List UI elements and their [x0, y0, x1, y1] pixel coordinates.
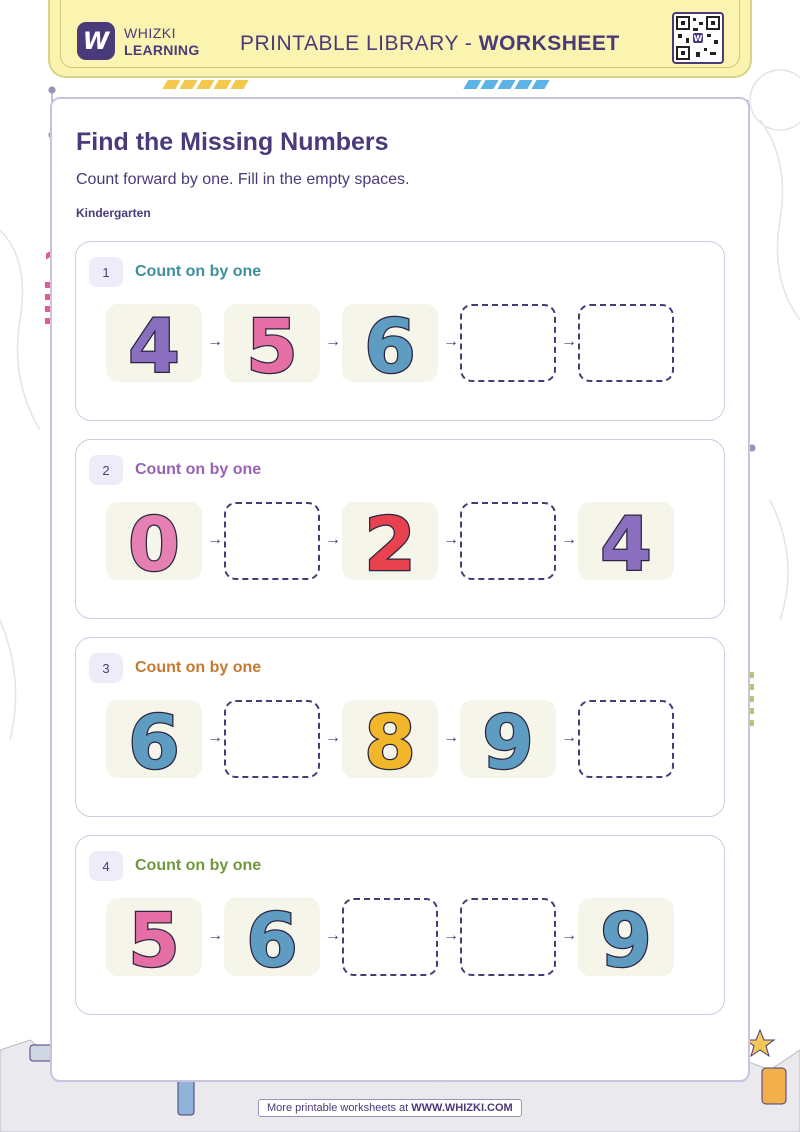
answer-blank[interactable]	[342, 898, 438, 976]
exercise-card	[75, 241, 725, 421]
arrow-right-icon: →	[561, 333, 577, 350]
arrow-right-icon: →	[325, 531, 341, 548]
exercise-label: Count on by one	[135, 461, 262, 478]
number-value: 9	[600, 898, 652, 976]
qr-code-icon[interactable]	[672, 12, 724, 64]
arrow-right-icon: →	[325, 927, 341, 944]
arrow-right-icon: →	[207, 729, 223, 746]
footer-link[interactable]	[258, 1099, 522, 1117]
exercise-label: Count on by one	[135, 659, 262, 676]
svg-text:W: W	[693, 34, 703, 43]
answer-blank[interactable]	[578, 304, 674, 382]
arrow-right-icon: →	[443, 333, 459, 350]
number-tile	[106, 502, 202, 580]
number-value: 5	[246, 304, 298, 382]
footer-prefix: More printable worksheets at	[267, 1102, 412, 1114]
number-tile	[224, 304, 320, 382]
number-glyph	[342, 304, 438, 382]
number-tile	[224, 898, 320, 976]
answer-blank[interactable]	[224, 502, 320, 580]
header-stripe-blue	[466, 80, 547, 91]
header-title	[240, 32, 620, 56]
number-glyph	[342, 700, 438, 778]
number-value: 4	[600, 502, 652, 580]
number-glyph	[578, 898, 674, 976]
logo-letter: W	[82, 27, 110, 55]
number-value: 8	[364, 700, 416, 778]
number-value: 6	[364, 304, 416, 382]
exercise-number: 1	[89, 257, 123, 287]
number-glyph	[106, 502, 202, 580]
brand-subtitle: LEARNING	[124, 42, 200, 58]
number-glyph	[224, 898, 320, 976]
number-tile	[342, 502, 438, 580]
number-value: 4	[128, 304, 180, 382]
exercise-card	[75, 439, 725, 619]
arrow-right-icon: →	[443, 927, 459, 944]
number-value: 0	[128, 502, 180, 580]
whizki-logo-icon[interactable]	[77, 22, 115, 60]
brand-name: WHIZKI	[124, 25, 176, 41]
number-sequence	[106, 898, 706, 976]
number-tile	[106, 700, 202, 778]
arrow-right-icon: →	[207, 531, 223, 548]
number-value: 2	[364, 502, 416, 580]
number-value: 6	[246, 898, 298, 976]
number-sequence	[106, 502, 706, 580]
arrow-right-icon: →	[325, 333, 341, 350]
exercise-label: Count on by one	[135, 857, 262, 874]
arrow-right-icon: →	[561, 531, 577, 548]
number-value: 6	[128, 700, 180, 778]
number-tile	[106, 304, 202, 382]
number-glyph	[106, 700, 202, 778]
exercise-number: 3	[89, 653, 123, 683]
number-tile	[342, 700, 438, 778]
number-sequence	[106, 304, 706, 382]
header-title-prefix: PRINTABLE LIBRARY -	[240, 32, 479, 55]
arrow-right-icon: →	[443, 729, 459, 746]
number-glyph	[460, 700, 556, 778]
number-glyph	[224, 304, 320, 382]
grade-level: Kindergarten	[76, 206, 151, 220]
number-glyph	[342, 502, 438, 580]
number-sequence	[106, 700, 706, 778]
number-value: 5	[128, 898, 180, 976]
worksheet-header	[48, 0, 752, 78]
answer-blank[interactable]	[460, 304, 556, 382]
number-glyph	[106, 304, 202, 382]
number-tile	[106, 898, 202, 976]
exercise-label: Count on by one	[135, 263, 262, 280]
number-value: 9	[482, 700, 534, 778]
arrow-right-icon: →	[325, 729, 341, 746]
answer-blank[interactable]	[578, 700, 674, 778]
arrow-right-icon: →	[443, 531, 459, 548]
number-tile	[460, 700, 556, 778]
answer-blank[interactable]	[224, 700, 320, 778]
answer-blank[interactable]	[460, 502, 556, 580]
number-glyph	[578, 502, 674, 580]
number-tile	[578, 502, 674, 580]
arrow-right-icon: →	[207, 927, 223, 944]
instructions: Count forward by one. Fill in the empty spaces.	[76, 171, 410, 188]
number-tile	[342, 304, 438, 382]
answer-blank[interactable]	[460, 898, 556, 976]
exercise-number: 2	[89, 455, 123, 485]
arrow-right-icon: →	[207, 333, 223, 350]
arrow-right-icon: →	[561, 729, 577, 746]
exercise-card	[75, 835, 725, 1015]
header-title-strong: WORKSHEET	[478, 32, 620, 55]
header-stripe-yellow	[165, 80, 246, 91]
exercise-number: 4	[89, 851, 123, 881]
footer-site[interactable]: WWW.WHIZKI.COM	[411, 1102, 513, 1114]
qr-code-graphic	[674, 14, 722, 62]
number-tile	[578, 898, 674, 976]
number-glyph	[106, 898, 202, 976]
page-title: Find the Missing Numbers	[76, 128, 389, 156]
arrow-right-icon: →	[561, 927, 577, 944]
exercise-card	[75, 637, 725, 817]
